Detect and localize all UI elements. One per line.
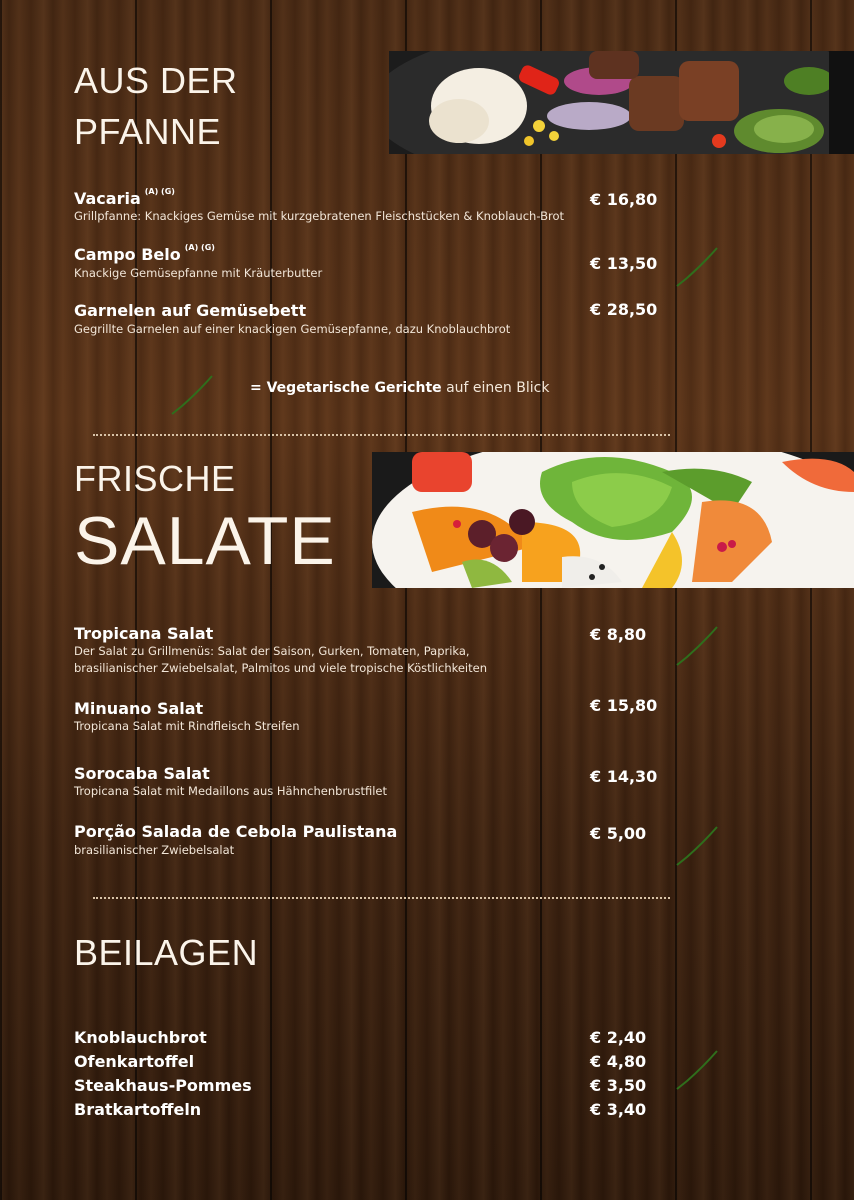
side-item-price: € 3,40 bbox=[590, 1100, 647, 1119]
menu-item-name: Tropicana Salat bbox=[74, 624, 214, 643]
salad-photo bbox=[372, 452, 854, 588]
item-name-text: Vacaria bbox=[74, 189, 141, 208]
item-name-text: Garnelen auf Gemüsebett bbox=[74, 301, 307, 320]
section-divider bbox=[93, 897, 670, 899]
menu-item-name: Sorocaba Salat bbox=[74, 764, 210, 783]
item-name-text: Campo Belo bbox=[74, 245, 181, 264]
menu-item-name: Minuano Salat bbox=[74, 699, 204, 718]
section-divider bbox=[93, 434, 670, 436]
legend-text: auf einen Blick bbox=[441, 380, 550, 396]
leaf-icon bbox=[673, 1045, 725, 1091]
section-title-pfanne-line1: AUS DER bbox=[74, 60, 238, 101]
side-item-price: € 2,40 bbox=[590, 1028, 647, 1047]
allergen-codes: (A) (G) bbox=[184, 243, 215, 252]
menu-item-name bbox=[74, 245, 215, 264]
pan-dish-photo bbox=[389, 51, 854, 154]
section-title-salate-line2: SALATE bbox=[74, 503, 336, 579]
menu-item-price: € 28,50 bbox=[590, 300, 658, 319]
menu-item-description-line1: brasilianischer Zwiebelsalat bbox=[74, 843, 235, 857]
menu-item-description: Knackige Gemüsepfanne mit Kräuterbutter bbox=[74, 266, 323, 280]
leaf-icon bbox=[673, 242, 725, 288]
side-item-name: Knoblauchbrot bbox=[74, 1028, 207, 1047]
menu-item-description: Grillpfanne: Knackiges Gemüse mit kurzgebratenen Fleischstücken & Knoblauch-Brot bbox=[74, 209, 564, 223]
section-title-salate-line1: FRISCHE bbox=[74, 458, 236, 499]
menu-item-price: € 13,50 bbox=[590, 254, 658, 273]
menu-item-name bbox=[74, 301, 306, 320]
leaf-icon bbox=[673, 621, 725, 667]
menu-item-price: € 8,80 bbox=[590, 625, 647, 644]
section-title-beilagen: BEILAGEN bbox=[74, 932, 259, 973]
menu-item-description-line1: Der Salat zu Grillmenüs: Salat der Saison, Gurken, Tomaten, Paprika, bbox=[74, 644, 470, 658]
menu-item-price: € 15,80 bbox=[590, 696, 658, 715]
menu-item-price: € 14,30 bbox=[590, 767, 658, 786]
allergen-codes: (A) (G) bbox=[144, 187, 175, 196]
menu-item-name: Porção Salada de Cebola Paulistana bbox=[74, 822, 398, 841]
menu-item-description-line1: Tropicana Salat mit Rindfleisch Streifen bbox=[74, 719, 300, 733]
menu-item-name bbox=[74, 189, 175, 208]
menu-item-price: € 5,00 bbox=[590, 824, 647, 843]
side-item-name: Ofenkartoffel bbox=[74, 1052, 195, 1071]
side-item-name: Bratkartoffeln bbox=[74, 1100, 202, 1119]
side-item-price: € 4,80 bbox=[590, 1052, 647, 1071]
menu-item-description-line1: Tropicana Salat mit Medaillons aus Hähnchenbrustfilet bbox=[74, 784, 387, 798]
side-item-price: € 3,50 bbox=[590, 1076, 647, 1095]
legend-bold-text: = Vegetarische Gerichte bbox=[250, 380, 442, 396]
vegetarian-legend bbox=[250, 380, 549, 396]
menu-item-description-line2: brasilianischer Zwiebelsalat, Palmitos und viele tropische Köstlichkeiten bbox=[74, 661, 488, 675]
menu-item-description: Gegrillte Garnelen auf einer knackigen Gemüsepfanne, dazu Knoblauchbrot bbox=[74, 322, 511, 336]
menu-item-price: € 16,80 bbox=[590, 190, 658, 209]
leaf-icon bbox=[673, 821, 725, 867]
side-item-name: Steakhaus-Pommes bbox=[74, 1076, 252, 1095]
section-title-pfanne-line2: PFANNE bbox=[74, 111, 222, 152]
leaf-icon bbox=[168, 370, 220, 416]
